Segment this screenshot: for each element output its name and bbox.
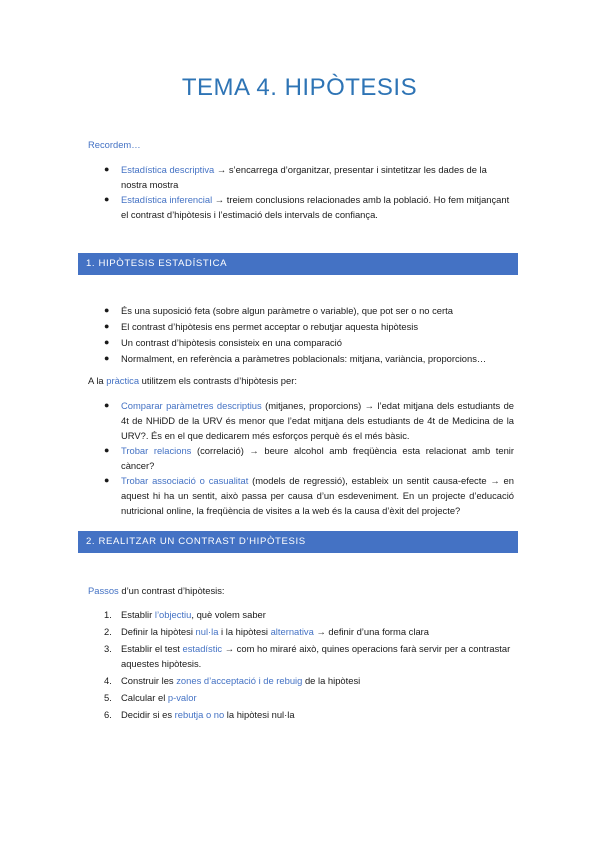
list-item [104,443,514,473]
term: estadístic [182,643,223,654]
list-item [104,607,514,622]
section-heading-2: 2. REALITZAR UN CONTRAST D’HIPÒTESIS [78,531,518,553]
list-item [104,398,514,443]
text: (correlació) → beure alcohol amb freqüència esta relacionat amb tenir càncer? [121,445,515,471]
intro-list [104,162,514,222]
text: d’un contrast d’hipòtesis: [118,585,225,596]
term: pràctica [106,375,140,386]
steps-list [104,607,514,724]
term: Passos [88,585,119,596]
section-heading-1: 1. HIPÒTESIS ESTADÍSTICA [78,253,518,275]
list-item [104,673,514,688]
step-number: 3. [104,643,112,654]
passos-intro [88,583,225,598]
text: Establir el test [121,643,183,654]
bullet-icon: ● [104,445,110,455]
bullet-icon: ● [104,475,110,485]
list-item [104,624,514,639]
list-item [104,641,514,671]
text: → com ho miraré això, quines operacions farà servir per a contrastar aquestes hipòtesis. [121,643,511,669]
step-number: 5. [104,692,112,703]
bullet-icon: ● [104,164,110,174]
text: Establir [121,609,155,620]
list-item [104,351,524,366]
text: (models de regressió), estableix un sentit causa-efecte → en aquest hi ha un sentit, això passa per causa d’un esdeveniment. En un projecte d’educació nutricional online, la freqüència de visites a la web és la causa d’èxit del projecte? [121,475,514,516]
practica-intro [88,373,297,388]
s1-list [104,303,524,366]
bullet-icon: ● [104,321,110,331]
step-number: 1. [104,609,112,620]
list-item [104,192,514,222]
term: zones d’acceptació i de rebuig [176,675,303,686]
text: , què volem saber [191,609,266,620]
term: Estadística inferencial [121,194,213,205]
text: (mitjanes, proporcions) → l’edat mitjana dels estudiants de 4t de NHiDD de la URV és menor que l’edat mitjana dels estudiants de 4t de Medicina de la URV?. És en el que dedicarem més esforços perquè és el més bàsic. [121,400,514,441]
text: A la [88,375,107,386]
list-item [104,707,514,722]
text: → treiem conclusions relacionades amb la població. Ho fem mitjançant el contrast d’hipòtesis i l’estimació dels intervals de confiança. [121,194,510,220]
text: Definir la hipòtesi [121,626,196,637]
bullet-icon: ● [104,337,110,347]
bullet-icon: ● [104,305,110,315]
list-item [104,690,514,705]
list-item [104,319,524,334]
bullet-icon: ● [104,353,110,363]
text: la hipòtesi nul·la [224,709,295,720]
list-item [104,473,514,518]
term: Comparar paràmetres descriptius [121,400,262,411]
term: p-valor [167,692,197,703]
text: → definir d’una forma clara [313,626,429,637]
text: Normalment, en referència a paràmetres poblacionals: mitjana, variància, proporcions… [121,353,487,364]
text: El contrast d’hipòtesis ens permet acceptar o rebutjar aquesta hipòtesis [121,321,419,332]
term: Trobar associació o casualitat [121,475,249,486]
text: És una suposició feta (sobre algun paràmetre o variable), que pot ser o no certa [121,305,453,316]
text: Un contrast d’hipòtesis consisteix en una comparació [121,337,342,348]
text: Decidir si es [121,709,175,720]
term: Trobar relacions [121,445,192,456]
page-title: TEMA 4. HIPÒTESIS [181,74,418,101]
step-number: 6. [104,709,112,720]
text: utilitzem els contrasts d’hipòtesis per: [139,375,297,386]
term: l’objectiu [154,609,192,620]
text: Construir les [121,675,177,686]
term: rebutja o no [174,709,225,720]
step-number: 4. [104,675,112,686]
bullet-icon: ● [104,400,110,410]
list-item [104,335,524,350]
term: nul·la [195,626,219,637]
text: → s’encarrega d’organitzar, presentar i sintetitzar les dades de la nostra mostra [121,164,487,190]
term: Estadística descriptiva [121,164,215,175]
step-number: 2. [104,626,112,637]
text: i la hipòtesi [218,626,271,637]
list-item [104,162,514,192]
list-item [104,303,524,318]
practica-list [104,398,514,518]
term: alternativa [270,626,314,637]
recordem-label: Recordem… [88,139,141,150]
text: de la hipòtesi [302,675,361,686]
text: Calcular el [121,692,168,703]
bullet-icon: ● [104,194,110,204]
